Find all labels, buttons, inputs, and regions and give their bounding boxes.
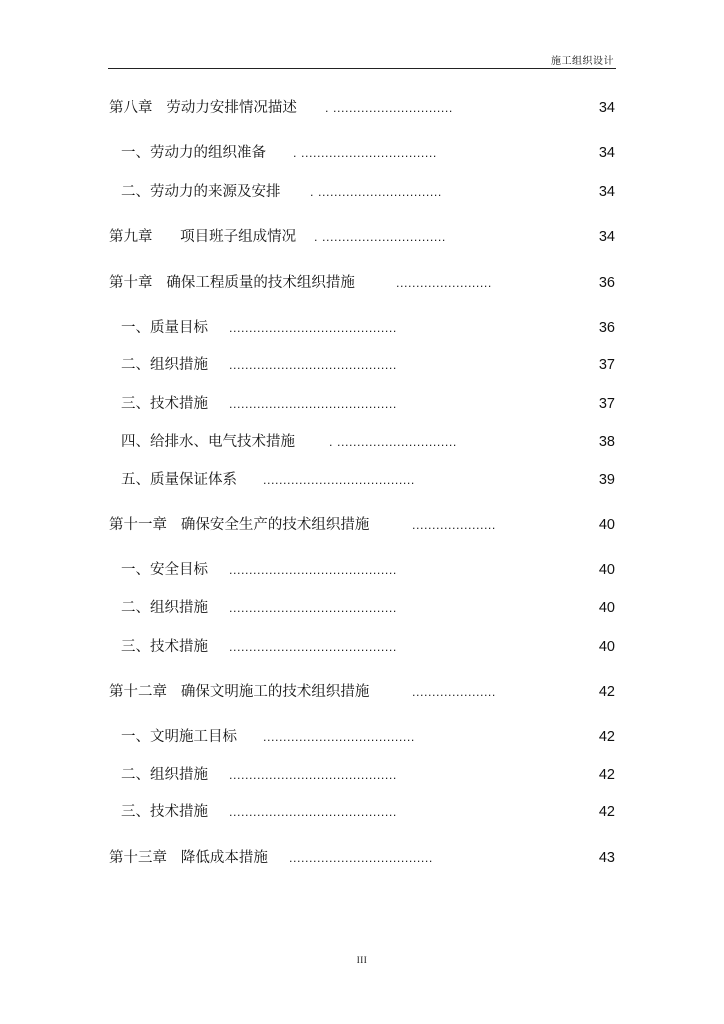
toc-entry[interactable] [0, 394, 724, 414]
toc-leader-dots: ........................ [396, 277, 492, 290]
toc-leader-dots: ..................... [412, 686, 496, 699]
toc-leader-dots: .......................................... [229, 564, 397, 577]
toc-entry-page: 36 [598, 275, 615, 291]
toc-entry-page: 42 [598, 804, 615, 820]
toc-entry-page: 37 [598, 357, 615, 373]
toc-entry[interactable] [0, 470, 724, 490]
toc-entry-title: 第十章 确保工程质量的技术组织措施 [109, 275, 355, 291]
toc-entry[interactable] [0, 682, 724, 702]
toc-leader-dots: .......................................... [229, 322, 397, 335]
toc-entry[interactable] [0, 273, 724, 293]
toc-entry-page: 34 [598, 229, 615, 245]
toc-leader-dots: .......................................... [229, 641, 397, 654]
toc-entry[interactable] [0, 560, 724, 580]
toc-entry-page: 36 [598, 320, 615, 336]
running-header: 施工组织设计 [551, 56, 614, 67]
toc-entry[interactable] [0, 432, 724, 452]
toc-entry-page: 34 [598, 145, 615, 161]
toc-entry-page: 40 [598, 600, 615, 616]
toc-entry-page: 39 [598, 472, 615, 488]
toc-entry[interactable] [0, 515, 724, 535]
toc-leader-dots: . ............................... [310, 186, 442, 199]
toc-leader-dots: . ............................... [314, 231, 446, 244]
toc-entry[interactable] [0, 227, 724, 247]
toc-leader-dots: .......................................... [229, 359, 397, 372]
page-number: III [356, 955, 368, 965]
toc-entry[interactable] [0, 727, 724, 747]
toc-entry-page: 43 [598, 850, 615, 866]
toc-entry-page: 42 [598, 767, 615, 783]
toc-entry-title: 二、组织措施 [121, 357, 208, 373]
toc-entry-page: 34 [598, 184, 615, 200]
toc-leader-dots: .......................................... [229, 602, 397, 615]
toc-leader-dots: . .............................. [329, 436, 457, 449]
toc-entry-page: 42 [598, 684, 615, 700]
toc-entry-title: 第十三章 降低成本措施 [109, 850, 268, 866]
toc-entry-title: 四、给排水、电气技术措施 [121, 434, 295, 450]
toc-entry-title: 三、技术措施 [121, 396, 208, 412]
toc-entry-page: 40 [598, 517, 615, 533]
toc-entry[interactable] [0, 182, 724, 202]
toc-entry[interactable] [0, 598, 724, 618]
toc-entry-page: 38 [598, 434, 615, 450]
toc-entry[interactable] [0, 98, 724, 118]
toc-leader-dots: .......................................... [229, 769, 397, 782]
toc-entry-page: 40 [598, 562, 615, 578]
toc-entry-title: 第九章 项目班子组成情况 [109, 229, 297, 245]
toc-entry-page: 40 [598, 639, 615, 655]
toc-leader-dots: ...................................... [263, 474, 415, 487]
toc-entry[interactable] [0, 355, 724, 375]
toc-entry-title: 二、组织措施 [121, 767, 208, 783]
toc-leader-dots: .......................................... [229, 398, 397, 411]
toc-entry-title: 二、组织措施 [121, 600, 208, 616]
toc-entry-title: 二、劳动力的来源及安排 [121, 184, 281, 200]
toc-leader-dots: ...................................... [263, 731, 415, 744]
toc-leader-dots: . .............................. [325, 102, 453, 115]
toc-entry-title: 一、质量目标 [121, 320, 208, 336]
toc-entry-title: 三、技术措施 [121, 804, 208, 820]
toc-entry-page: 34 [598, 100, 615, 116]
toc-entry[interactable] [0, 802, 724, 822]
toc-entry-page: 42 [598, 729, 615, 745]
toc-entry[interactable] [0, 848, 724, 868]
toc-entry-title: 三、技术措施 [121, 639, 208, 655]
toc-leader-dots: .......................................... [229, 806, 397, 819]
toc-entry-title: 五、质量保证体系 [121, 472, 237, 488]
toc-entry-title: 第十一章 确保安全生产的技术组织措施 [109, 517, 370, 533]
toc-entry[interactable] [0, 765, 724, 785]
toc-entry-title: 第八章 劳动力安排情况描述 [109, 100, 297, 116]
toc-entry-title: 一、劳动力的组织准备 [121, 145, 266, 161]
toc-entry-title: 一、文明施工目标 [121, 729, 237, 745]
toc-leader-dots: . .................................. [293, 147, 437, 160]
toc-entry-page: 37 [598, 396, 615, 412]
toc-leader-dots: .................................... [289, 852, 433, 865]
toc-leader-dots: ..................... [412, 519, 496, 532]
toc-entry[interactable] [0, 318, 724, 338]
toc-entry-title: 一、安全目标 [121, 562, 208, 578]
toc-entry[interactable] [0, 143, 724, 163]
toc-entry[interactable] [0, 637, 724, 657]
toc-entry-title: 第十二章 确保文明施工的技术组织措施 [109, 684, 370, 700]
